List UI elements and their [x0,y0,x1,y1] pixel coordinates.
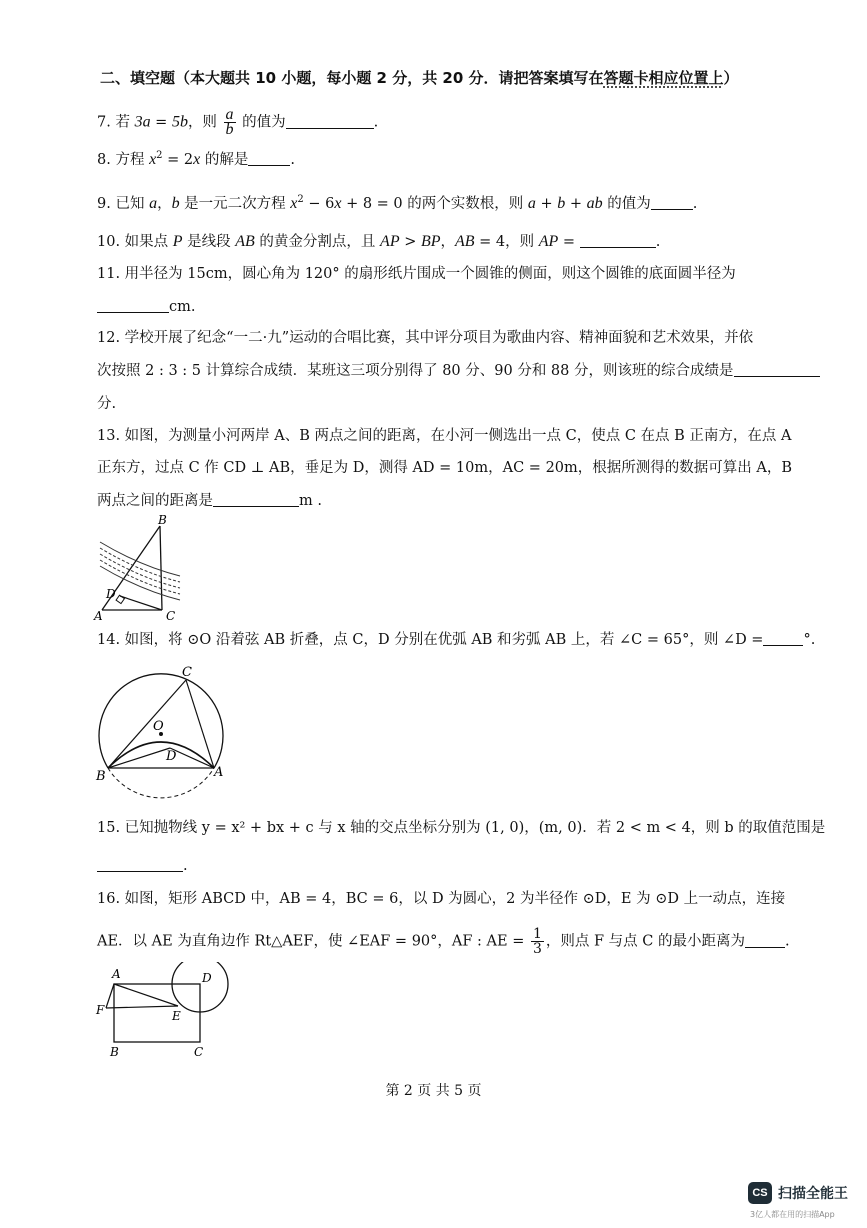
label-B: B [158,514,167,527]
answer-blank-13 [213,492,299,507]
fraction-1-3: $\frac{1}{3}$ [532,926,542,957]
section-title-emphasis: 答题卡相应位置上 [603,69,724,87]
answer-blank-10 [580,233,656,248]
question-12-line3: 分. [97,396,117,412]
section-title: 二、填空题（本大题共 10 小题，每小题 2 分，共 20 分．请把答案填写在答题卡相应位置上） [100,69,739,87]
answer-blank-16 [745,933,785,948]
river-figure [90,514,190,624]
answer-blank-12 [734,362,820,377]
label-O: O [153,719,164,734]
rectangle-circle-figure [92,962,242,1062]
label-A: A [112,967,121,981]
label-E: E [172,1009,181,1023]
scanner-watermark [748,1182,860,1222]
question-12-line2: 次按照 2 : 3 : 5 计算综合成绩．某班这三项分别得了 80 分、90 分和 88 分，则该班的综合成绩是 [97,361,820,381]
answer-blank-11 [97,298,169,313]
question-13-line3: 两点之间的距离是 m . [97,493,322,509]
question-11-line2: cm. [97,297,195,317]
question-15-line2: . [97,856,188,876]
answer-blank-8 [248,151,290,166]
label-D: D [106,587,116,601]
question-12-line1: 12. 学校开展了纪念“一二·九”运动的合唱比赛，其中评分项目为歌曲内容、精神面貌和艺术效果，并依 [97,330,754,346]
answer-blank-9 [651,195,693,210]
label-F: F [96,1003,105,1017]
label-B: B [110,1045,119,1059]
cs-badge: CS [748,1182,772,1204]
question-13-line1: 13. 如图，为测量小河两岸 A、B 两点之间的距离，在小河一侧选出一点 C，使点 C 在点 B 正南方，在点 A [97,428,792,444]
question-15-line1: 15. 已知抛物线 y = x² + bx + c 与 x 轴的交点坐标分别为 (1, 0)，(m, 0)．若 2 < m < 4，则 b 的取值范围是 [97,820,826,836]
answer-blank-7 [286,114,374,129]
question-16-line2: AE．以 AE 为直角边作 Rt△AEF，使 ∠EAF = 90°，AF : AE = $\frac{1}{3}$ ，则点 F 与点 C 的最小距离为 . [97,926,790,957]
question-14: 14. 如图，将 ⊙O 沿着弦 AB 折叠，点 C，D 分别在优弧 AB 和劣弧 AB 上，若 ∠C = 65°，则 ∠D = °. [97,632,816,648]
label-B: B [96,769,106,784]
label-D: D [166,749,177,764]
label-D: D [202,971,212,985]
question-8: 8. 方程 $x^2 = 2x$ 的解是 . [97,150,295,168]
question-7: 7. 若 3a = 5b，则 $\frac{a}{b}$ 的值为 . [97,106,379,138]
page-number: 第 2 页 共 5 页 [385,1083,482,1099]
answer-blank-14 [763,631,803,646]
label-C: C [166,609,176,623]
label-A: A [214,765,224,780]
label-A: A [94,609,103,623]
question-16-line1: 16. 如图，矩形 ABCD 中，AB = 4，BC = 6，以 D 为圆心，2 为半径作 ⊙D，E 为 ⊙D 上一动点，连接 [97,891,786,907]
watermark-name: 扫描全能王 [778,1186,848,1202]
label-C: C [194,1045,204,1059]
label-C: C [182,665,192,680]
fraction-a-over-b: $\frac{a}{b}$ [225,106,234,138]
circle-fold-figure [90,664,230,804]
question-10: 10. 如果点 P 是线段 AB 的黄金分割点，且 AP > BP，AB = 4，则 AP = . [97,233,661,250]
answer-blank-15 [97,857,183,872]
question-9: 9. 已知 a，b 是一元二次方程 $x^2 - 6x + 8 = 0$ 的两个实数根，则 a + b + ab 的值为 . [97,194,698,212]
question-11-line1: 11. 用半径为 15cm，圆心角为 120° 的扇形纸片围成一个圆锥的侧面，则这个圆锥的底面圆半径为 [97,266,736,282]
question-13-line2: 正东方，过点 C 作 CD ⊥ AB，垂足为 D，测得 AD = 10m，AC = 20m，根据所测得的数据可算出 A，B [97,460,792,476]
watermark-subtitle: 3亿人都在用的扫描App [750,1210,835,1219]
